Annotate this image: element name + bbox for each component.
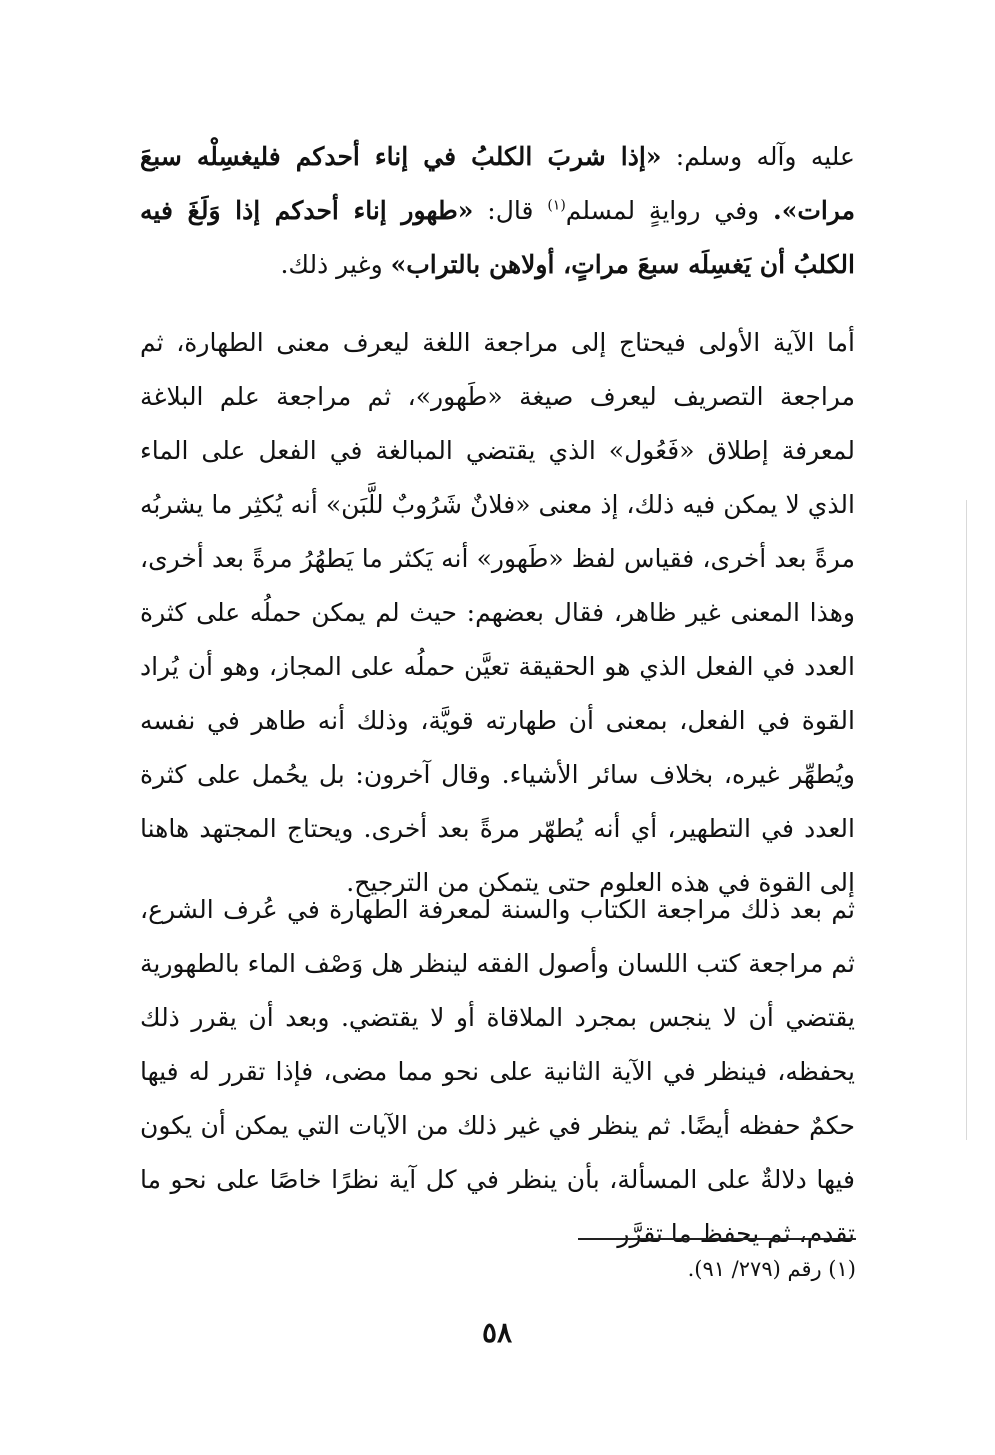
paragraph-closing-text: وغير ذلك. [280,250,391,279]
paragraph-quran-sunnah: ثم بعد ذلك مراجعة الكتاب والسنة لمعرفة الطهارة في عُرف الشرع، ثم مراجعة كتب اللسان وأصول الفقه لينظر هل وَصْف الماء بالطهورية يقتضي أن لا ينجس بمجرد الملاقاة أو لا يقتضي. وبعد أن يقرر ذلك يحفظه، فينظر في الآية الثانية على نحو مما مضى، فإذا تقرر له فيها حكمٌ حفظه أيضًا. ثم ينظر في غير ذلك من الآيات التي يمكن أن يكون فيها دلالةٌ على المسألة، بأن ينظر في كل آية نظرًا خاصًا على نحو ما تقدم، ثم يحفظ ما تقرَّر [140,895,855,1248]
page-edge-line [966,500,967,1140]
page-number: ٥٨ [481,1316,513,1349]
footnote-text: (١) رقم (٢٧٩/ ٩١). [687,1257,856,1281]
footnote-reference[interactable]: (١) [547,197,566,214]
paragraph-first-verse: أما الآية الأولى فيحتاج إلى مراجعة اللغة ليعرف معنى الطهارة، ثم مراجعة التصريف ليعرف صيغة «طَهور»، ثم مراجعة علم البلاغة لمعرفة إطلاق «فَعُول» الذي يقتضي المبالغة في الفعل على الماء الذي لا يمكن فيه ذلك، إذ معنى «فلانٌ شَرُوبٌ للَّبَن» أنه يُكثِر ما يشربُه مرةً بعد أخرى، فقياس لفظ «طَهور» أنه يَكثر ما يَطهُرُ مرةً بعد أخرى، وهذا المعنى غير ظاهر، فقال بعضهم: حيث لم يمكن حملُه على كثرة العدد في الفعل الذي هو الحقيقة تعيَّن حملُه على المجاز، وهو أن يُراد القوة في الفعل، بمعنى أن طهارته قويَّة، وذلك أنه طاهر في نفسه ويُطهِّر غيره، بخلاف سائر الأشياء. وقال آخرون: بل يحُمل على كثرة العدد في التطهير، أي أنه يُطهّر مرةً بعد أخرى. ويحتاج المجتهد هاهنا إلى القوة في هذه العلوم حتى يتمكن من الترجيح. [140,328,855,897]
narration-said-text: قال: [473,196,548,225]
muslim-narration-text: وفي روايةٍ لمسلم [565,196,773,225]
footnote-divider [578,1238,856,1240]
paragraph-hadith [140,130,855,292]
hadith-quote-2: «طهور إناء أحدكم إذا وَلَغَ فيه الكلبُ أن يَغسِلَه سبعَ مراتٍ، أولاهن بالتراب» [140,196,855,279]
hadith-quote-1: «إذا شربَ الكلبُ في إناء أحدكم فليغسِلْه سبعَ مرات». [140,142,855,225]
hadith-intro-text: عليه وآله وسلم: [661,142,855,171]
